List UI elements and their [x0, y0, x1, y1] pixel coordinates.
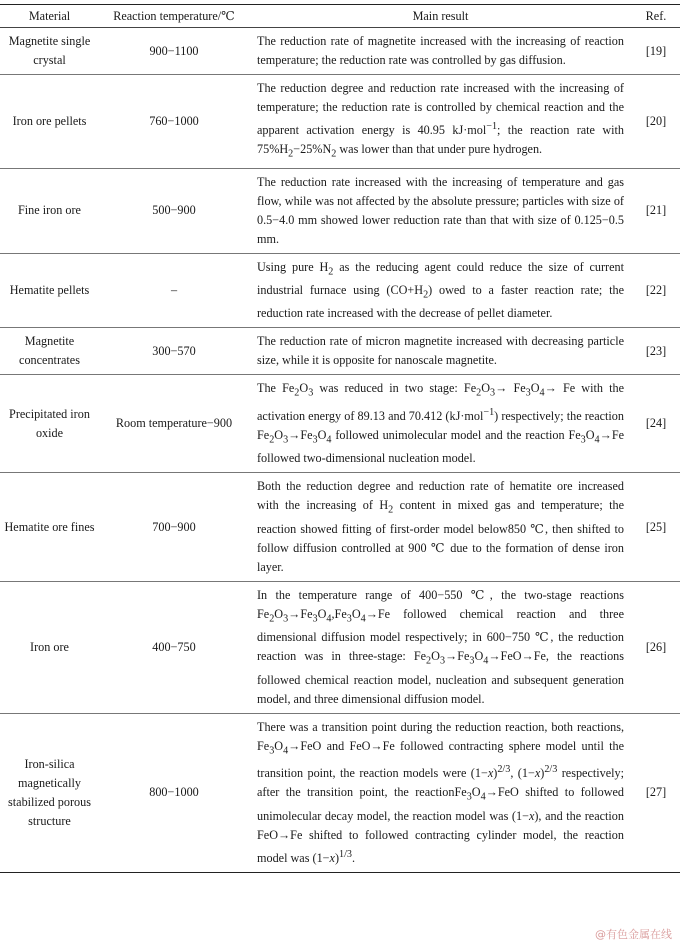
ref-cell: [24]	[632, 375, 680, 473]
result-cell: The reduction rate of micron magnetite increased with decreasing particle size, while it is opposite for nanoscale magnetite.	[249, 328, 632, 375]
result-cell: Using pure $H_2$ as the reducing agent could reduce the size of current industrial furnace using $(CO+H_2)$ owed to a faster reaction rate; the reduction rate increased with the decrease of pellet diameter.	[249, 253, 632, 328]
table-body	[0, 28, 680, 873]
header-ref: Ref.	[632, 5, 680, 28]
ref-cell: [22]	[632, 253, 680, 328]
temperature-cell: 760−1000	[99, 75, 249, 169]
result-cell: The reduction rate increased with the increasing of temperature and gas flow, while was not affected by the absolute pressure; particles with size of 0.5−4.0 mm showed lower reduction rate than that with size of 0.125−0.5 mm.	[249, 168, 632, 253]
temperature-cell: 400−750	[99, 581, 249, 713]
ref-cell: [26]	[632, 581, 680, 713]
table-row	[0, 253, 680, 328]
table-row	[0, 473, 680, 581]
result-cell: The $Fe_2O_3$ was reduced in two stage: $Fe_2O_3\to Fe_3O_4\to Fe$ with the activation energy of 89.13 and 70.412 (kJ·mol$^{-1}$) respectively; the reaction $Fe_2O_3\to Fe_3O_4$ followed unimolecular model and the reaction $Fe_3O_4\to Fe$ followed two-dimensional nucleation model.	[249, 375, 632, 473]
result-cell: Both the reduction degree and reduction rate of hematite ore increased with the increasing of $H_2$ content in mixed gas and temperature; the reaction showed fitting of first-order model below850 ℃, then shifted to follow diffusion controlled at 900 ℃ due to the formation of dense iron layer.	[249, 473, 632, 581]
material-cell: Hematite pellets	[0, 253, 99, 328]
temperature-cell: 300−570	[99, 328, 249, 375]
watermark: @有色金属在线	[595, 928, 672, 941]
result-cell: The reduction rate of magnetite increased with the increasing of reaction temperature; the reduction rate was controlled by gas diffusion.	[249, 28, 632, 75]
header-result: Main result	[249, 5, 632, 28]
ref-cell: [23]	[632, 328, 680, 375]
temperature-cell: Room temperature−900	[99, 375, 249, 473]
material-cell: Fine iron ore	[0, 168, 99, 253]
ref-cell: [19]	[632, 28, 680, 75]
header-row	[0, 5, 680, 28]
temperature-cell: –	[99, 253, 249, 328]
results-table	[0, 4, 680, 873]
material-cell: Magnetite single crystal	[0, 28, 99, 75]
table-row	[0, 328, 680, 375]
ref-cell: [25]	[632, 473, 680, 581]
ref-cell: [20]	[632, 75, 680, 169]
ref-cell: [21]	[632, 168, 680, 253]
table-row	[0, 375, 680, 473]
material-cell: Iron-silica magnetically stabilized porous structure	[0, 713, 99, 872]
material-cell: Hematite ore fines	[0, 473, 99, 581]
result-cell: In the temperature range of 400−550 ℃, the two-stage reactions $Fe_2O_3\to Fe_3O_4,Fe_3O_4\to Fe$ followed chemical reaction and three dimensional diffusion model respectively; in 600−750 ℃, the reduction reaction was in three-stage: $Fe_2O_3\to Fe_3O_4\to FeO\to Fe$, the reactions followed chemical reaction model, nucleation and subsequent generation model, and three dimensional diffusion model.	[249, 581, 632, 713]
temperature-cell: 900−1100	[99, 28, 249, 75]
ref-cell: [27]	[632, 713, 680, 872]
header-material: Material	[0, 5, 99, 28]
result-cell: There was a transition point during the reduction reaction, both reactions, $Fe_3O_4\to FeO$ and FeO→Fe followed contracting sphere model until the transition point, the reaction models were $(1-x)^{2/3}$, $(1-x)^{2/3}$ respectively; after the transition point, the $reactionFe_3O_4\to FeO$ shifted to followed unimolecular decay model, the reaction model was (1−x), and the reaction FeO→Fe shifted to followed contracting cylinder model, the reaction model was $(1-x)^{1/3}$.	[249, 713, 632, 872]
table-row	[0, 75, 680, 169]
material-cell: Precipitated iron oxide	[0, 375, 99, 473]
material-cell: Iron ore pellets	[0, 75, 99, 169]
temperature-cell: 800−1000	[99, 713, 249, 872]
material-cell: Iron ore	[0, 581, 99, 713]
table-row	[0, 713, 680, 872]
temperature-cell: 700−900	[99, 473, 249, 581]
table-row	[0, 28, 680, 75]
table-row	[0, 581, 680, 713]
temperature-cell: 500−900	[99, 168, 249, 253]
result-cell: The reduction degree and reduction rate increased with the increasing of temperature; the reduction rate is controlled by chemical reaction and the apparent activation energy is 40.95 kJ·mol$^{-1}$; the reaction rate with $75\%H_2-25\%N_2$ was lower than that under pure hydrogen.	[249, 75, 632, 169]
header-temperature: Reaction temperature/℃	[99, 5, 249, 28]
material-cell: Magnetite concentrates	[0, 328, 99, 375]
table-row	[0, 168, 680, 253]
table-header	[0, 5, 680, 28]
